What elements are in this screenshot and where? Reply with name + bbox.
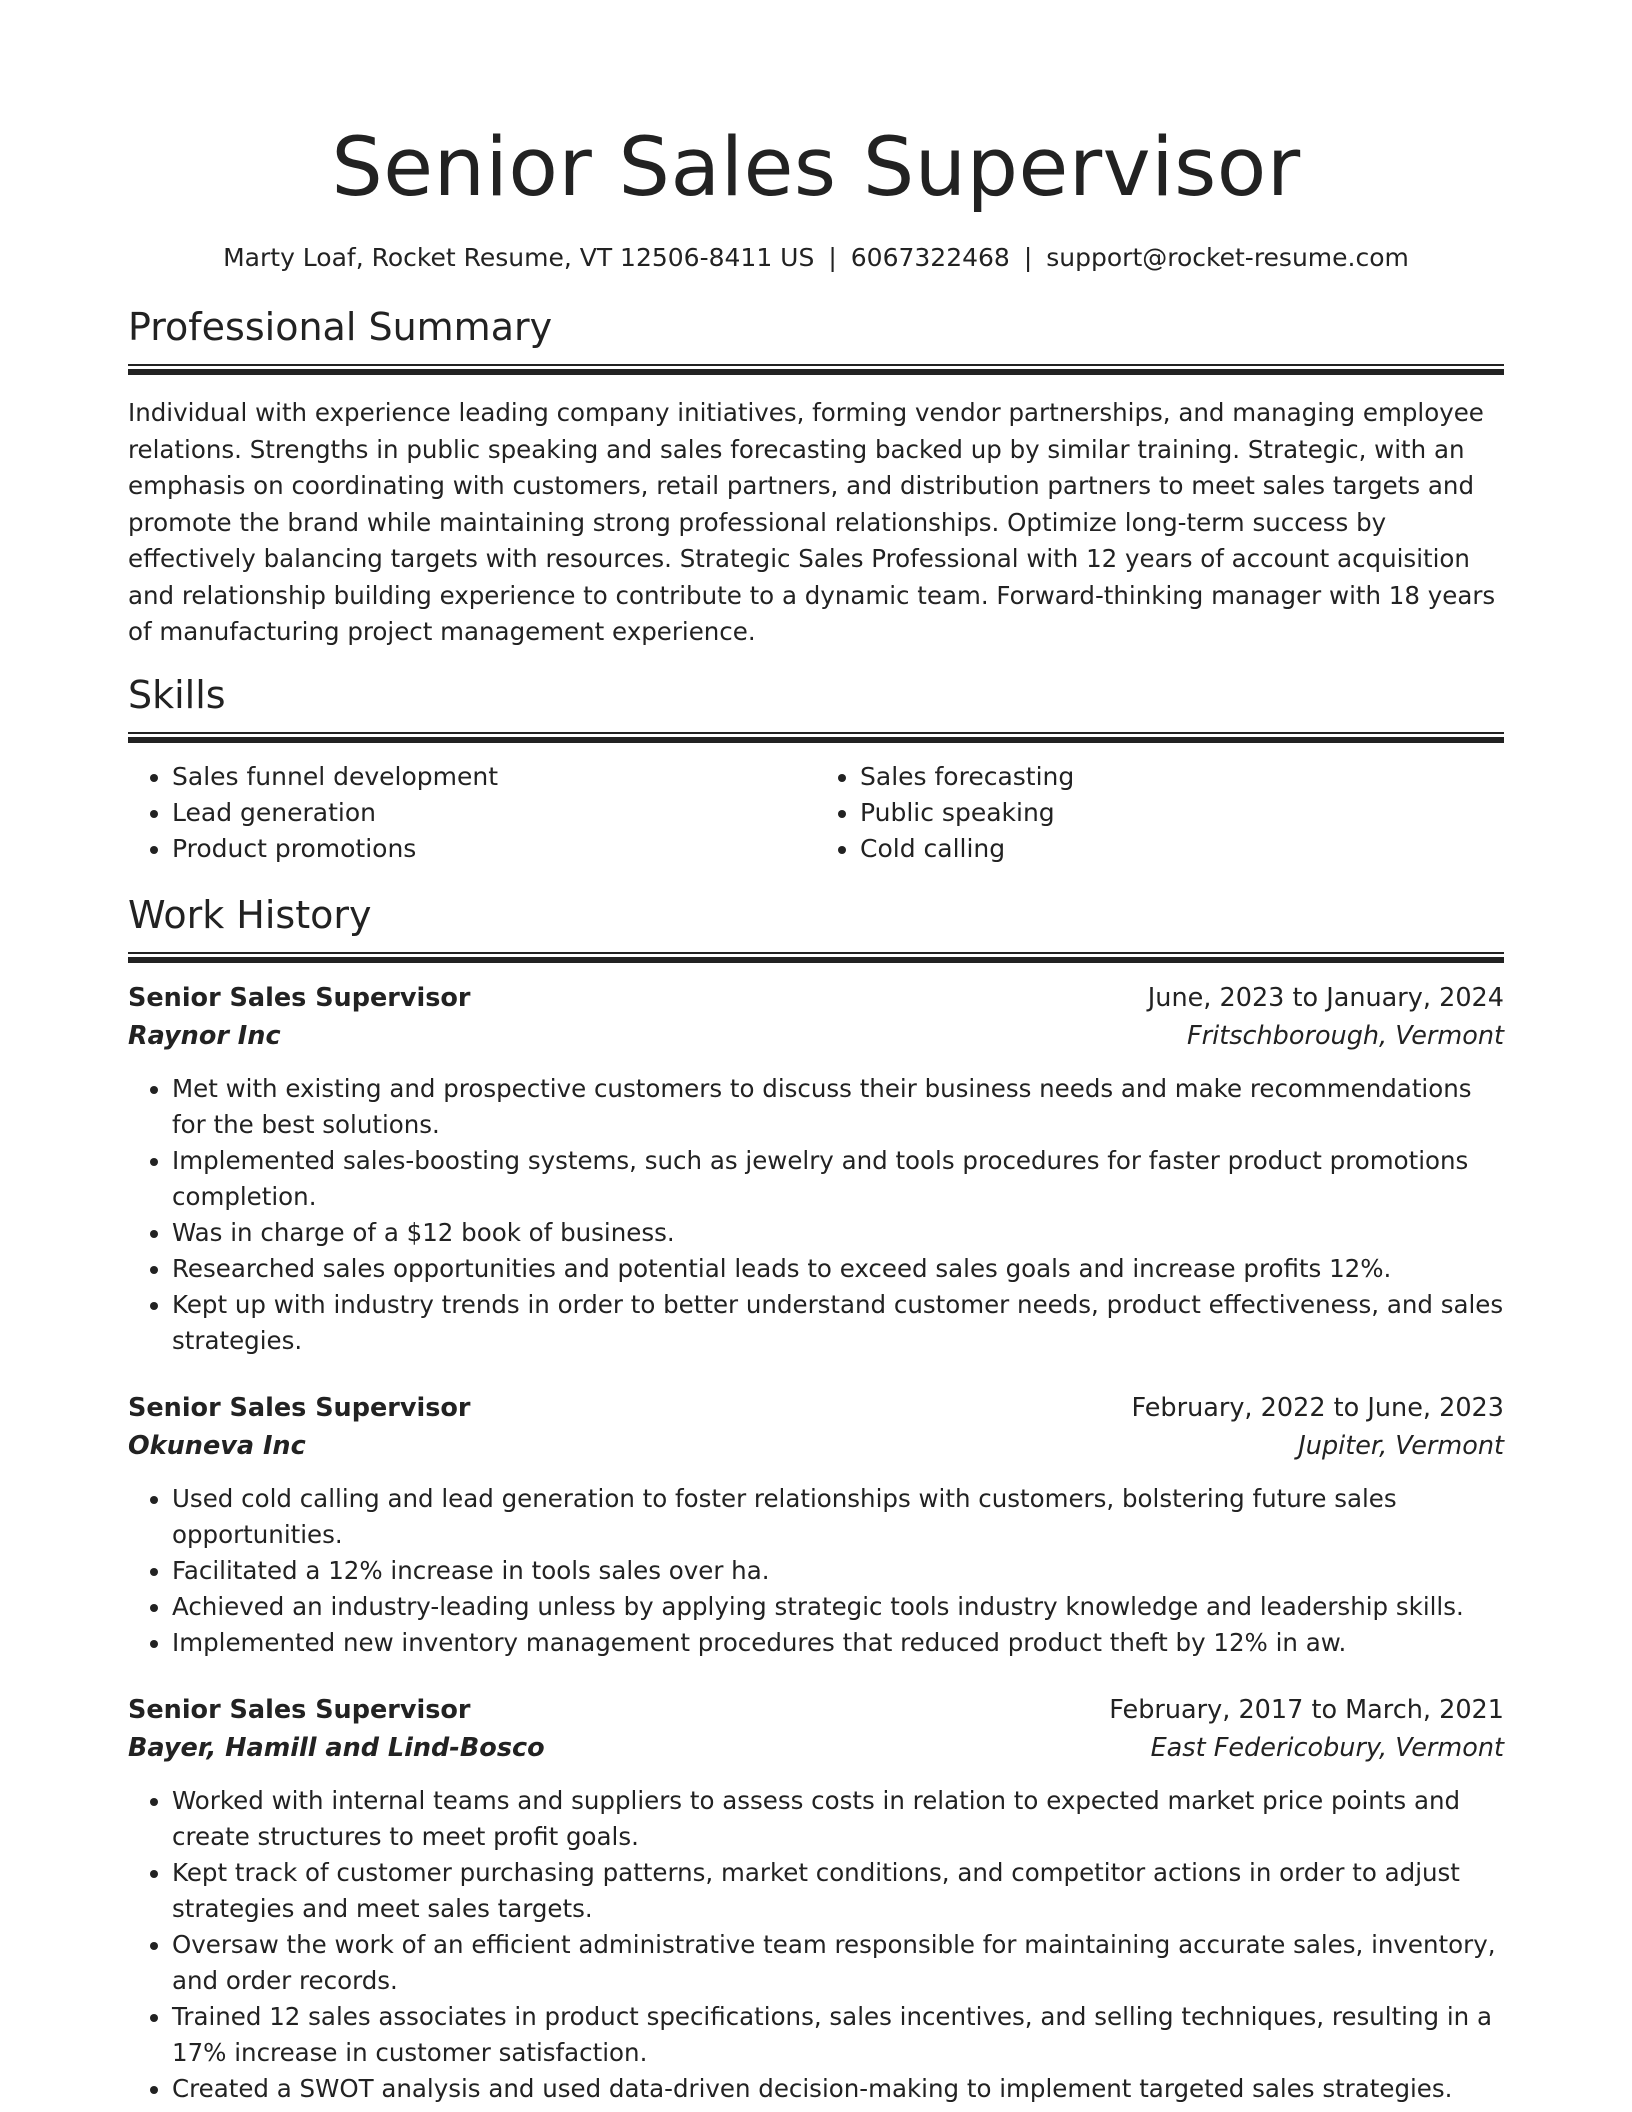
skills-column-right: [816, 759, 1504, 867]
job-bullet: • Oversaw the work of an efficient administrative team responsible for maintaining accurate sales, inventory, and order records.: [172, 1927, 1504, 1999]
job-entry: [128, 1389, 1504, 1661]
job-title: Senior Sales Supervisor: [128, 1392, 471, 1423]
job-bullet: • Facilitated a 12% increase in tools sales over ha.: [172, 1553, 1504, 1589]
job-bullets: [128, 1481, 1504, 1661]
summary-section: [128, 303, 1504, 651]
skill-item: • Product promotions: [172, 831, 816, 867]
section-divider: [128, 364, 1504, 375]
section-title-skills: Skills: [128, 672, 226, 717]
skill-item: • Public speaking: [860, 795, 1504, 831]
job-bullet: • Achieved an industry-leading unless by applying strategic tools industry knowledge and leadership skills.: [172, 1589, 1504, 1625]
job-title: Senior Sales Supervisor: [128, 982, 471, 1013]
job-dates: February, 2017 to March, 2021: [1109, 1694, 1504, 1725]
contact-separator: |: [1023, 243, 1033, 272]
job-title: Senior Sales Supervisor: [128, 1694, 471, 1725]
job-header: [128, 1691, 1504, 1729]
job-company: Bayer, Hamill and Lind-Bosco: [128, 1732, 545, 1763]
skills-section: [128, 671, 1504, 867]
job-bullet: • Kept track of customer purchasing patterns, market conditions, and competitor actions in order to adjust strategies and meet sales targets.: [172, 1855, 1504, 1927]
job-subheader: [128, 1017, 1504, 1055]
job-entry: [128, 1691, 1504, 2107]
job-dates: February, 2022 to June, 2023: [1131, 1392, 1504, 1423]
job-bullets: [128, 1071, 1504, 1359]
section-divider: [128, 732, 1504, 743]
job-dates: June, 2023 to January, 2024: [1147, 982, 1504, 1013]
section-title-work-history: Work History: [128, 892, 372, 937]
summary-text: Individual with experience leading company initiatives, forming vendor partnerships, and managing employee relations. Strengths in public speaking and sales forecasting backed up by similar training. Strategic, with an emphasis on coordinating with customers, retail partners, and distribution partners to meet sales targets and promote the brand while maintaining strong professional relationships. Optimize long-term success by effectively balancing targets with resources. Strategic Sales Professional with 12 years of account acquisition and relationship building experience to contribute to a dynamic team. Forward-thinking manager with 18 years of manufacturing project management experience.: [128, 398, 1496, 646]
work-history-section: [128, 891, 1504, 2107]
job-bullet: • Kept up with industry trends in order to better understand customer needs, product effectiveness, and sales strategies.: [172, 1287, 1504, 1359]
job-bullet: • Implemented new inventory management procedures that reduced product theft by 12% in aw.: [172, 1625, 1504, 1661]
job-header: [128, 1389, 1504, 1427]
skill-item: • Sales funnel development: [172, 759, 816, 795]
skill-item: • Lead generation: [172, 795, 816, 831]
job-company: Raynor Inc: [128, 1020, 281, 1051]
resume-title: Senior Sales Supervisor: [331, 121, 1301, 215]
job-header: [128, 979, 1504, 1017]
contact-email[interactable]: support@rocket-resume.com: [1046, 243, 1409, 272]
contact-line: [128, 242, 1504, 274]
job-location: East Federicobury, Vermont: [1150, 1732, 1504, 1763]
contact-address: Marty Loaf, Rocket Resume, VT 12506-8411 US: [223, 243, 815, 272]
job-bullet: • Was in charge of a $12 book of business.: [172, 1215, 1504, 1251]
job-company: Okuneva Inc: [128, 1430, 306, 1461]
skills-column-left: [128, 759, 816, 867]
contact-phone[interactable]: 6067322468: [850, 243, 1010, 272]
job-bullets: [128, 1783, 1504, 2107]
job-bullet: • Implemented sales-boosting systems, such as jewelry and tools procedures for faster product promotions completion.: [172, 1143, 1504, 1215]
skills-list: [128, 759, 1504, 867]
section-divider: [128, 952, 1504, 963]
job-bullet: • Created a SWOT analysis and used data-driven decision-making to implement targeted sales strategies.: [172, 2071, 1504, 2107]
job-location: Fritschborough, Vermont: [1186, 1020, 1504, 1051]
contact-separator: |: [828, 243, 837, 272]
job-entry: [128, 979, 1504, 1359]
job-bullet: • Used cold calling and lead generation to foster relationships with customers, bolstering future sales opportunities.: [172, 1481, 1504, 1553]
skill-item: • Cold calling: [860, 831, 1504, 867]
job-bullet: • Researched sales opportunities and potential leads to exceed sales goals and increase profits 12%.: [172, 1251, 1504, 1287]
skill-item: • Sales forecasting: [860, 759, 1504, 795]
section-title-summary: Professional Summary: [128, 305, 553, 349]
job-bullet: • Met with existing and prospective customers to discuss their business needs and make recommendations for the best solutions.: [172, 1071, 1504, 1143]
job-bullet: • Worked with internal teams and suppliers to assess costs in relation to expected market price points and create structures to meet profit goals.: [172, 1783, 1504, 1855]
job-location: Jupiter, Vermont: [1298, 1430, 1504, 1461]
job-subheader: [128, 1427, 1504, 1465]
job-bullet: • Trained 12 sales associates in product specifications, sales incentives, and selling techniques, resulting in a 17% increase in customer satisfaction.: [172, 1999, 1504, 2071]
job-subheader: [128, 1729, 1504, 1767]
